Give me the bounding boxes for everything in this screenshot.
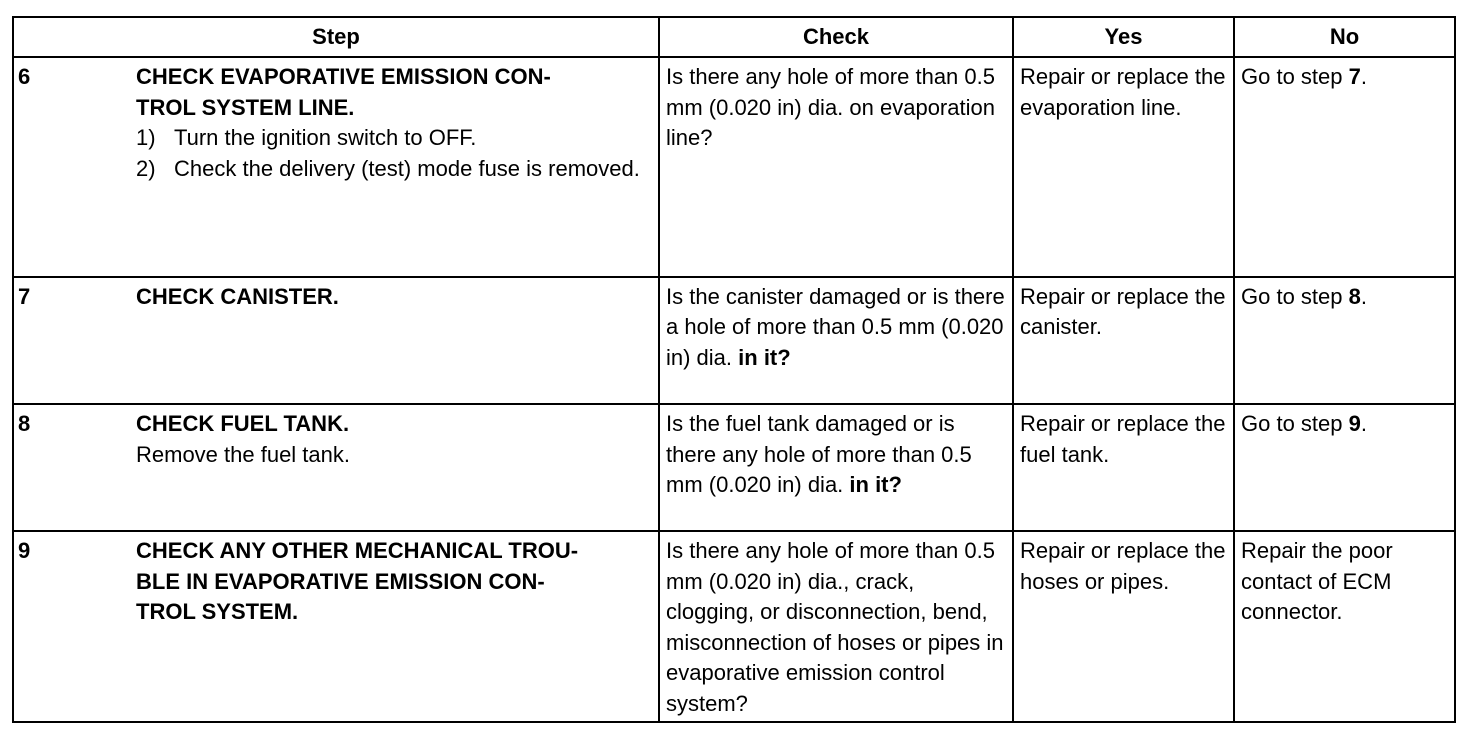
step-instruction: Remove the fuel tank. [136, 441, 351, 467]
check-cell [659, 277, 1013, 404]
no-cell [1234, 404, 1455, 531]
step-number: 9 [18, 538, 31, 564]
no-cell [1234, 277, 1455, 404]
step-title: CHECK FUEL TANK. [136, 411, 350, 437]
no-step-number: 8 [1348, 283, 1361, 309]
step-number: 7 [18, 283, 31, 309]
yes-cell: Repair or replace the fuel tank. [1013, 404, 1234, 531]
header-check: Check [659, 17, 1013, 57]
table-row-step-9 [13, 531, 1455, 722]
table-row-step-7 [13, 277, 1455, 404]
no-suffix: . [1360, 411, 1367, 437]
yes-cell: Repair or replace the canister. [1013, 277, 1234, 404]
step-title-line: CHECK EVAPORATIVE EMISSION CON- [136, 64, 551, 89]
table-row-step-8 [13, 404, 1455, 531]
no-step-number: 7 [1348, 64, 1361, 89]
table-row-step-6 [13, 57, 1455, 277]
no-prefix: Go to step [1241, 411, 1349, 437]
no-cell [1234, 57, 1455, 277]
no-prefix: Go to step [1241, 64, 1349, 89]
check-cell [659, 404, 1013, 531]
diagnosis-table [12, 16, 1456, 723]
substep [136, 154, 652, 185]
substep-text: Check the delivery (test) mode fuse is removed. [174, 155, 640, 181]
step-number: 6 [18, 64, 31, 89]
step-cell [13, 277, 659, 404]
no-suffix: . [1360, 283, 1367, 309]
header-yes: Yes [1013, 17, 1234, 57]
substep-number: 1) [136, 125, 156, 150]
substep-number: 2) [136, 155, 156, 181]
check-text-bold: in it? [738, 344, 791, 370]
no-prefix: Go to step [1241, 283, 1349, 309]
check-text: Is the fuel tank damaged or is there any hole of more than 0.5 mm (0.020 in) dia. [666, 411, 972, 498]
step-cell [13, 531, 659, 722]
header-no: No [1234, 17, 1455, 57]
step-title-line: BLE IN EVAPORATIVE EMISSION CON- [136, 568, 545, 594]
check-text-bold: in it? [849, 472, 902, 498]
yes-cell: Repair or replace the hoses or pipes. [1013, 531, 1234, 722]
step-title-line: TROL SYSTEM. [136, 599, 299, 625]
check-text: Is the canister damaged or is there a hole of more than 0.5 mm (0.020 in) dia. [666, 283, 1005, 370]
step-number: 8 [18, 411, 31, 437]
check-cell: Is there any hole of more than 0.5 mm (0.020 in) dia. on evaporation line? [659, 57, 1013, 277]
step-cell [13, 57, 659, 277]
step-title: CHECK CANISTER. [136, 283, 339, 309]
step-title-line: TROL SYSTEM LINE. [136, 94, 355, 120]
header-row [13, 17, 1455, 57]
no-cell: Repair the poor contact of ECM connector. [1234, 531, 1455, 722]
diagnosis-table-sheet [12, 16, 1454, 723]
check-cell: Is there any hole of more than 0.5 mm (0.020 in) dia., crack, clogging, or disconnection, bend, misconnection of hoses or pipes in evaporative emission control system? [659, 531, 1013, 722]
no-step-number: 9 [1348, 411, 1361, 437]
substep [136, 123, 652, 154]
substep-text: Turn the ignition switch to OFF. [174, 125, 477, 150]
yes-cell: Repair or replace the evaporation line. [1013, 57, 1234, 277]
no-suffix: . [1360, 64, 1367, 89]
step-title-line: CHECK ANY OTHER MECHANICAL TROU- [136, 538, 579, 564]
step-cell [13, 404, 659, 531]
header-step: Step [13, 17, 659, 57]
